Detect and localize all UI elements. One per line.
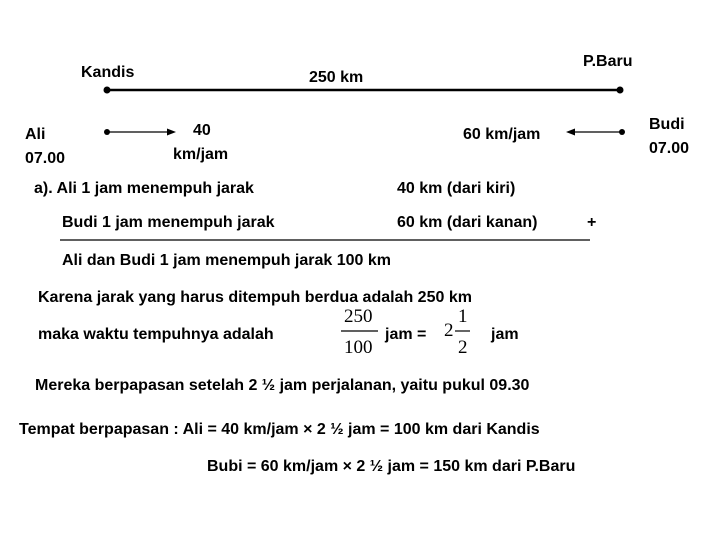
line-b-value: 60 km (dari kanan) [397, 214, 538, 231]
plus-sign: + [587, 214, 597, 231]
ali-speed-num: 40 [193, 122, 211, 139]
jam-label: jam [491, 326, 519, 343]
mixed-whole: 2 [444, 320, 454, 341]
ali-arrow-head [167, 129, 176, 136]
kandis-point [104, 87, 111, 94]
budi-time: 07.00 [649, 140, 690, 157]
budi-speed: 60 km/jam [463, 126, 541, 143]
place-ali-line: Tempat berpapasan : Ali = 40 km/jam × 2 ½ jam = 100 km dari Kandis [19, 421, 540, 438]
pbaru-point [617, 87, 624, 94]
because-line: Karena jarak yang harus ditempuh berdua adalah 250 km [38, 289, 472, 306]
line-b-label: Budi 1 jam menempuh jarak [62, 214, 275, 231]
pbaru-label: P.Baru [583, 53, 633, 70]
place-budi-line: Bubi = 60 km/jam × 2 ½ jam = 150 km dari P.Baru [207, 458, 576, 475]
line-a-value: 40 km (dari kiri) [397, 180, 516, 197]
sum-line: Ali dan Budi 1 jam menempuh jarak 100 km [62, 252, 391, 269]
distance-label: 250 km [309, 69, 364, 86]
ali-name: Ali [25, 126, 46, 143]
budi-arrow-head [566, 129, 575, 136]
meet-time-line: Mereka berpapasan setelah 2 ½ jam perjalanan, yaitu pukul 09.30 [35, 377, 530, 394]
fraction1-denominator: 100 [344, 337, 373, 358]
fraction2-denominator: 2 [458, 337, 468, 358]
ali-time: 07.00 [25, 150, 66, 167]
fraction2-numerator: 1 [458, 306, 468, 327]
ali-speed-unit: km/jam [173, 146, 229, 163]
time-text: maka waktu tempuhnya adalah [38, 326, 274, 343]
line-a-label: a). Ali 1 jam menempuh jarak [34, 180, 254, 197]
fraction1-numerator: 250 [344, 306, 373, 327]
jam-equals: jam = [385, 326, 427, 343]
kandis-label: Kandis [81, 64, 135, 81]
budi-name: Budi [649, 116, 685, 133]
